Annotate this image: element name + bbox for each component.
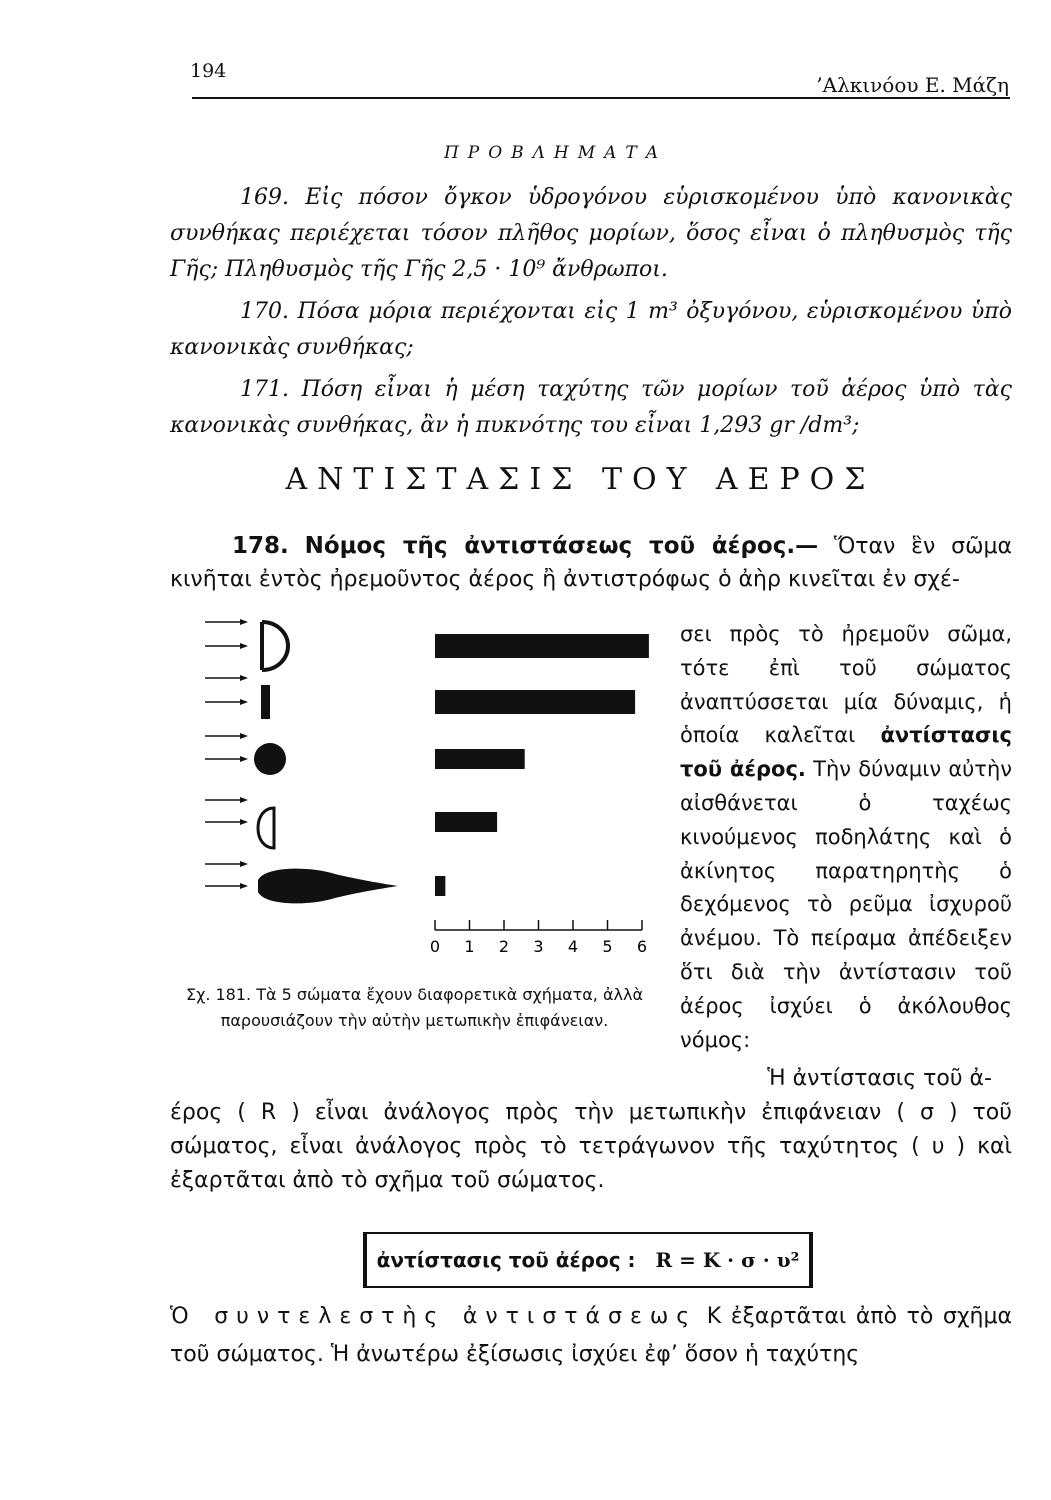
half-sphere-round-front-shape <box>258 808 274 848</box>
airflow-arrow-icon <box>205 883 248 889</box>
law-statement-first: Ἡ ἀντίστασις τοῦ ἀ- <box>767 1066 992 1091</box>
resistance-bar-half-sphere-round-front <box>435 812 497 832</box>
airflow-arrow-icon <box>205 861 248 867</box>
coefficient-rest: K ἐξαρτᾶται ἀπὸ τὸ σχῆμα τοῦ σώματος. Ἡ ἀνωτέρω ἐξίσωσις ἰσχύει ἐφ’ ὅσον ἡ ταχύτης <box>170 1304 1012 1367</box>
page-number: 194 <box>190 60 227 82</box>
section-title: ΑΝΤΙΣΤΑΣΙΣ ΤΟΥ ΑΕΡΟΣ <box>285 462 876 497</box>
formula-box <box>363 1232 813 1288</box>
sphere-shape <box>254 743 286 775</box>
law-intro: Ὅταν ἓν σῶμα κινῆται ἐντὸς ἠρεμοῦντος ἀέρος ἢ ἀντιστρόφως ὁ ἀὴρ κινεῖται ἐν σχέ- <box>170 534 1013 592</box>
axis-tick-label: 2 <box>498 937 510 956</box>
law-text-b: Τὴν δύναμιν αὐτὴν αἰσθάνεται ὁ ταχέως κινούμενος ποδηλάτης καὶ ὁ ἀκίνητος παρατηρητὴς ὁ δεχόμενος τὸ ρεῦμα ἰσχυροῦ ἀνέμου. Τὸ πείραμα ἀπέδειξεν ὅτι διὰ τὴν ἀντίστασιν τοῦ ἀέρος ἰσχύει ὁ ἀκόλουθος νόμος: <box>680 757 1012 1052</box>
figure-caption: Σχ. 181. Τὰ 5 σώματα ἔχουν διαφορετικὰ σχήματα, ἀλλὰ παρουσιάζουν τὴν αὐτὴν μετωπικὴν ἐπιφάνειαν. <box>185 985 644 1030</box>
resistance-figure <box>170 612 670 982</box>
airflow-arrow-icon <box>205 675 248 681</box>
law-heading: Νόμος τῆς ἀντιστάσεως τοῦ ἀέρος.— <box>304 533 819 559</box>
axis-tick-label: 5 <box>602 937 613 956</box>
term-air-resistance: ἀντίστασις τοῦ ἀέρος. <box>680 723 1012 782</box>
header-rule <box>192 97 1010 99</box>
axis-tick-label: 0 <box>429 937 441 956</box>
law-paragraph <box>170 530 1012 596</box>
scale-axis <box>430 920 647 956</box>
problem-171: 171. Πόση εἶναι ἡ μέση ταχύτης τῶν μορίων τοῦ ἀέρος ὑπὸ τὰς κανονικὰς συνθήκας, ἂν ἡ πυκνότης του εἶναι 1,293 gr /dm³; <box>170 377 1012 438</box>
law-text-a: σει πρὸς τὸ ἠρεμοῦν σῶμα, τότε ἐπὶ τοῦ σώματος ἀναπτύσσεται μία δύναμις, ἡ ὁποία καλεῖται <box>680 622 1012 748</box>
law-statement-rest: έρος ( R ) εἶναι ἀνάλογος πρὸς τὴν μετωπικὴν ἐπιφάνειαν ( σ ) τοῦ σώματος, εἶναι ἀνάλογος πρὸς τὸ τετράγωνον τῆς ταχύτητος ( υ ) καὶ ἐξαρτᾶται ἀπὸ τὸ σχῆμα τοῦ σώματος. <box>170 1100 1012 1193</box>
law-number: 178. <box>232 533 289 559</box>
airflow-arrow-icon <box>205 733 248 739</box>
resistance-bar-flat-plate <box>435 690 635 714</box>
axis-tick-label: 1 <box>464 937 475 956</box>
axis-tick-label: 4 <box>567 937 579 956</box>
resistance-bar-half-sphere-open-front <box>435 634 649 658</box>
airflow-arrow-icon <box>205 797 248 803</box>
axis-tick-label: 6 <box>636 937 648 956</box>
body-shapes <box>254 622 398 903</box>
resistance-bar-sphere <box>435 749 525 769</box>
problems-list <box>170 180 1012 450</box>
axis-tick-label: 3 <box>533 937 544 956</box>
law-statement <box>170 1062 1012 1198</box>
problems-title: ΠΡΟΒΛΗΜΑΤΑ <box>443 143 668 163</box>
resistance-bar-streamlined-body <box>435 876 445 896</box>
airflow-arrows <box>205 619 248 889</box>
problem-169: 169. Εἰς πόσον ὄγκον ὑδρογόνου εὑρισκομένου ὑπὸ κανονικὰς συνθήκας περιέχεται τόσον πλῆθος μορίων, ὅσος εἶναι ὁ πληθυσμὸς τῆς Γῆς; Πληθυσμὸς τῆς Γῆς 2,5 · 10⁹ ἄνθρωποι. <box>170 185 1012 282</box>
formula-equation: R = K · σ · υ² <box>655 1248 800 1272</box>
airflow-arrow-icon <box>205 643 248 649</box>
problem-170: 170. Πόσα μόρια περιέχονται εἰς 1 m³ ὀξυγόνου, εὑρισκομένου ὑπὸ κανονικὰς συνθήκας; <box>170 299 1012 360</box>
running-title: ’Αλκινόου Ε. Μάζη <box>816 73 1009 97</box>
airflow-arrow-icon <box>205 819 248 825</box>
half-sphere-open-front-shape <box>262 622 288 670</box>
formula-label: ἀντίστασις τοῦ ἀέρος : <box>376 1248 636 1272</box>
airflow-arrow-icon <box>205 699 248 705</box>
airflow-arrow-icon <box>205 619 248 625</box>
streamlined-body-shape <box>258 869 398 904</box>
resistance-bars <box>435 634 649 896</box>
flat-plate-shape <box>261 685 270 719</box>
airflow-arrow-icon <box>205 756 248 762</box>
side-paragraph <box>680 618 1012 1057</box>
coefficient-spaced: Ὁ συντελεστὴς ἀντιστάσεως <box>170 1304 698 1329</box>
coefficient-paragraph <box>170 1298 1012 1374</box>
